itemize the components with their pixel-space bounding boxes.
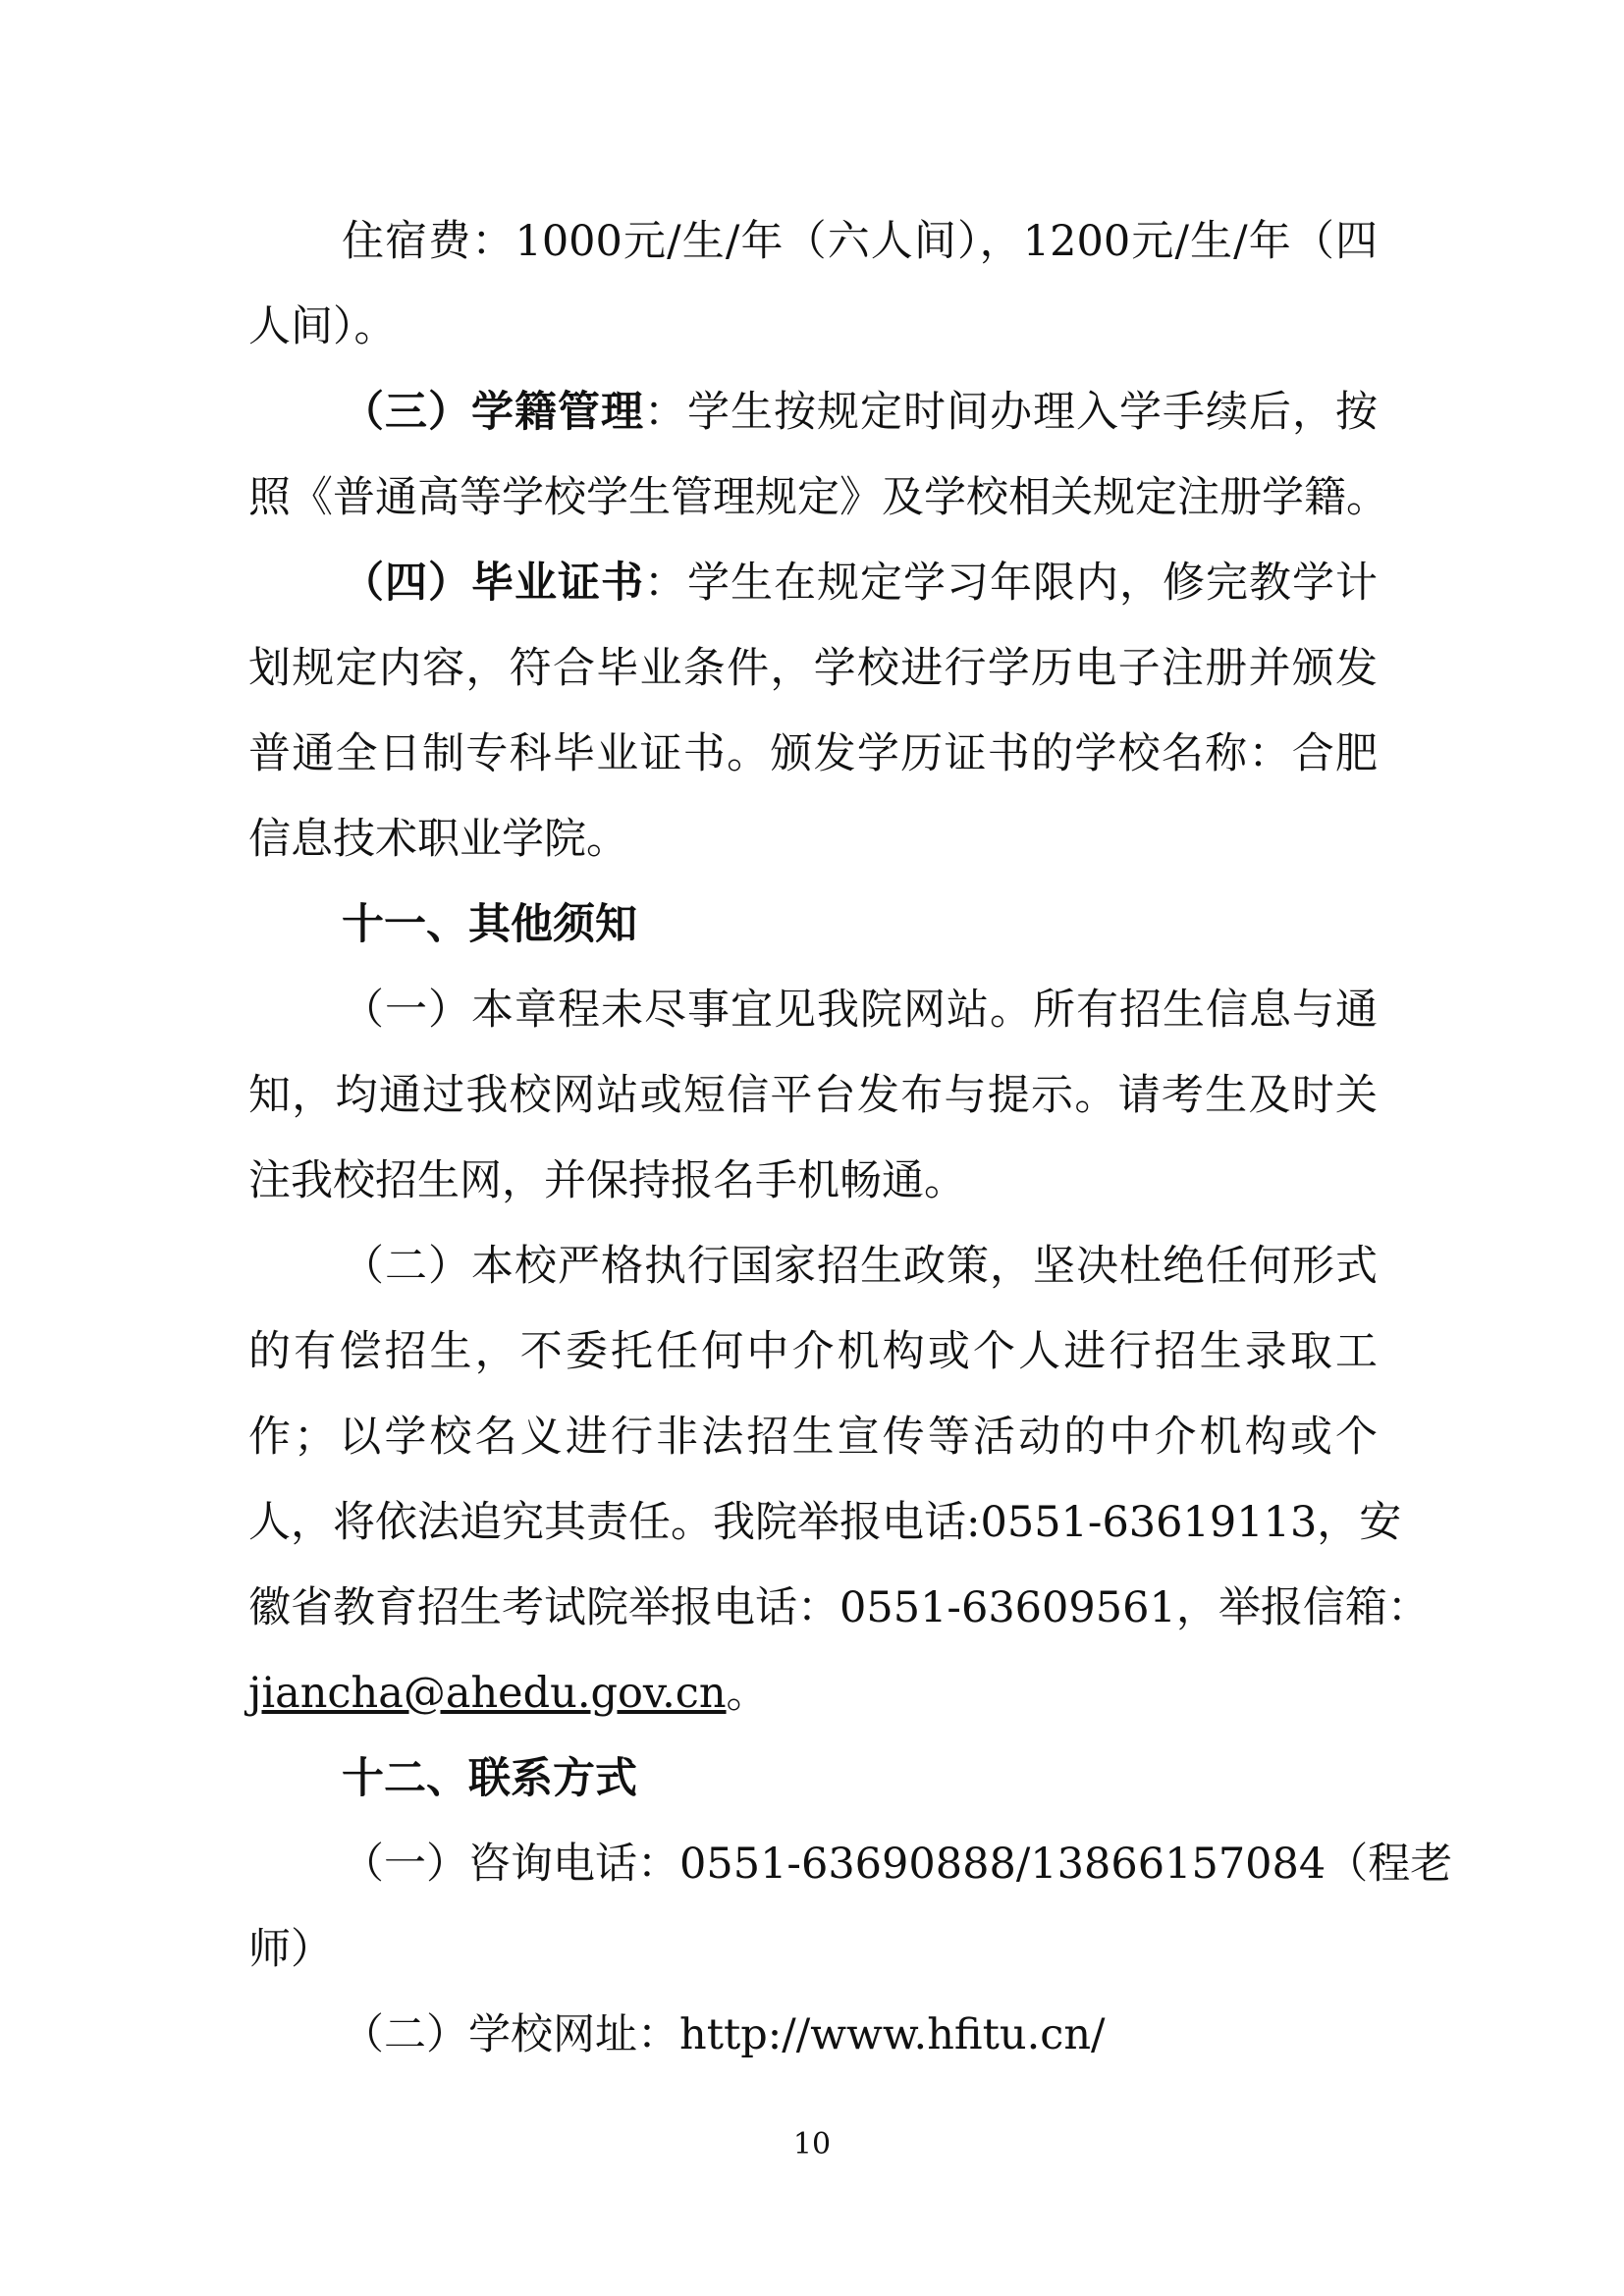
report-email-link[interactable]: jiancha@ahedu.gov.cn [248,1669,727,1718]
heading-other-notices: 十一、其他须知 [342,900,637,949]
contact-phone-line-2: 师） [248,1925,333,1974]
section-4-line-2: 划规定内容，符合毕业条件，学校进行学历电子注册并颁发 [248,644,1378,693]
notice-2-line-6 [248,1664,1378,1723]
section-4-line-1-text: ：学生在规定学习年限内，修完教学计 [644,559,1378,608]
notice-2-line-5: 徽省教育招生考试院举报电话：0551-63609561，举报信箱： [248,1583,1430,1632]
section-4-label: （四）毕业证书 [342,559,644,608]
notice-1-line-1: （一）本章程未尽事宜见我院网站。所有招生信息与通 [342,986,1378,1035]
notice-2-line-4: 人，将依法追究其责任。我院举报电话:0551-63619113，安 [248,1498,1402,1547]
section-3-label: （三）学籍管理 [342,388,644,437]
notice-1-line-3: 注我校招生网，并保持报名手机畅通。 [248,1156,966,1205]
section-4-line-3: 普通全日制专科毕业证书。颁发学历证书的学校名称：合肥 [248,729,1378,778]
notice-2-line-3: 作；以学校名义进行非法招生宣传等活动的中介机构或个 [248,1413,1378,1462]
fees-line-1: 住宿费：1000元/生/年（六人间），1200元/生/年（四 [342,217,1378,266]
section-3-line-1-text: ：学生按规定时间办理入学手续后，按 [644,388,1378,437]
fees-line-2: 人间）。 [248,302,397,351]
notice-2-email-suffix: 。 [726,1669,769,1718]
section-3-line-1 [342,383,1378,442]
page-number: 10 [792,2127,832,2162]
notice-1-line-2: 知，均通过我校网站或短信平台发布与提示。请考生及时关 [248,1071,1378,1120]
section-4-line-4: 信息技术职业学院。 [248,815,628,864]
section-4-line-1 [342,554,1378,613]
notice-2-line-1: （二）本校严格执行国家招生政策，坚决杜绝任何形式 [342,1242,1378,1291]
heading-contact: 十二、联系方式 [342,1754,637,1803]
section-3-line-2: 照《普通高等学校学生管理规定》及学校相关规定注册学籍。 [248,473,1388,522]
notice-2-line-2: 的有偿招生，不委托任何中介机构或个人进行招生录取工 [248,1327,1378,1376]
contact-website: （二）学校网址：http://www.hfitu.cn/ [342,2010,1106,2059]
contact-phone-line-1: （一）咨询电话：0551-63690888/13866157084（程老 [342,1840,1453,1889]
